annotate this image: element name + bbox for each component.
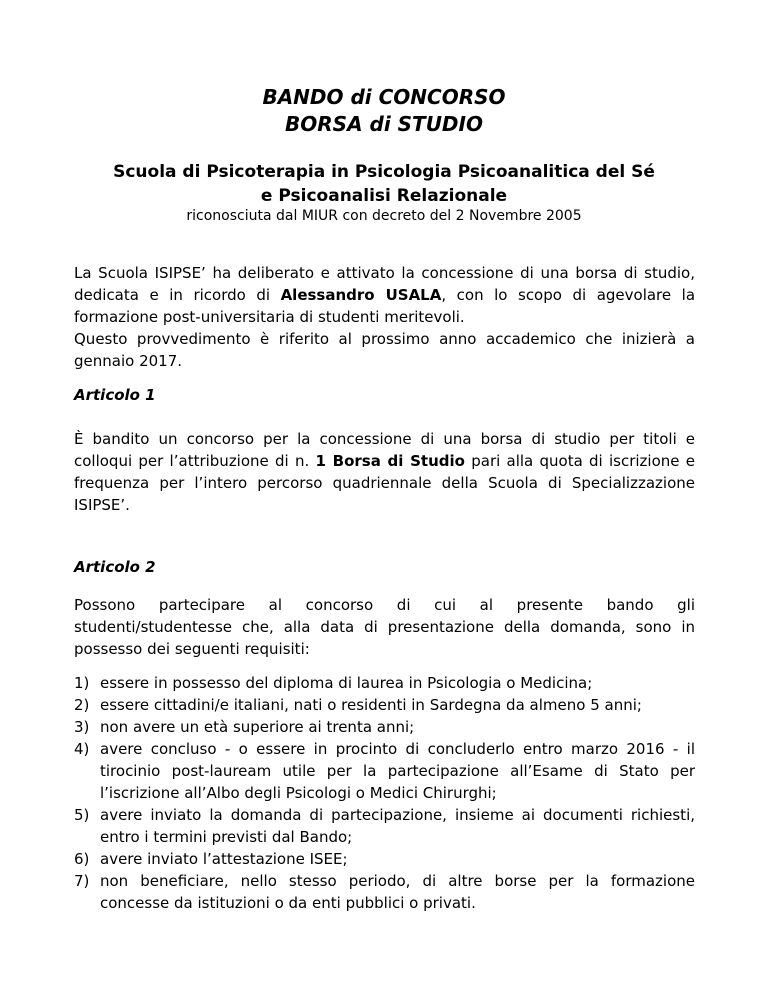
list-item-text: avere inviato la domanda di partecipazione, insieme ai documenti richiesti, entro i termini previsti dal Bando;: [100, 806, 695, 846]
title-line-2: BORSA di STUDIO: [285, 112, 483, 136]
recognition-subtitle: riconosciuta dal MIUR con decreto del 2 Novembre 2005: [186, 208, 582, 224]
list-item-number: 3): [74, 718, 90, 736]
intro-paragraph-2: Questo provvedimento è riferito al prossimo anno accademico che inizierà a gennaio 2017.: [74, 330, 695, 370]
list-item-text: avere inviato l’attestazione ISEE;: [100, 850, 348, 868]
article-2-heading: Articolo 2: [74, 558, 156, 576]
school-name: [90, 160, 678, 208]
list-item: [74, 694, 695, 716]
list-item-number: 7): [74, 872, 90, 890]
list-item-text: essere in possesso del diploma di laurea in Psicologia o Medicina;: [100, 674, 593, 692]
title-line-1: BANDO di CONCORSO: [262, 85, 506, 109]
honoree-name: Alessandro USALA: [280, 286, 442, 304]
article-1-text-2: pari alla quota di iscrizione e frequenza per l’intero percorso quadriennale della Scuola di Specializzazione ISIPSE’.: [74, 452, 695, 514]
scholarship-count: 1 Borsa di Studio: [315, 452, 465, 470]
title-block: [0, 84, 768, 138]
list-item: [74, 716, 695, 738]
list-item-text: avere concluso - o essere in procinto di concluderlo entro marzo 2016 - il tirocinio post-lauream utile per la partecipazione all’Esame di Stato per l’iscrizione all’Albo degli Psicologi o Medici Chirurghi;: [100, 740, 695, 802]
intro-paragraph: [74, 262, 695, 328]
list-item-number: 1): [74, 674, 90, 692]
list-item-text: non beneficiare, nello stesso periodo, di altre borse per la formazione concesse da istituzioni o da enti pubblici o privati.: [100, 872, 695, 912]
list-item: [74, 672, 695, 694]
list-item: [74, 848, 695, 870]
list-item-number: 5): [74, 806, 90, 824]
school-name-line-2: e Psicoanalisi Relazionale: [260, 186, 508, 206]
intro-text-1: La Scuola ISIPSE’ ha deliberato e attivato la concessione di una borsa di studio, dedicata e in ricordo di: [74, 264, 695, 304]
intro-text-2: , con lo scopo di agevolare la formazione post-universitaria di studenti meritevoli.: [74, 286, 696, 326]
list-item-number: 4): [74, 740, 90, 758]
list-item: [74, 870, 695, 914]
article-2-intro-rest: studenti/studentesse che, alla data di presentazione della domanda, sono in possesso dei seguenti requisiti:: [74, 618, 695, 658]
requirements-list: [74, 672, 695, 914]
list-item-text: essere cittadini/e italiani, nati o residenti in Sardegna da almeno 5 anni;: [100, 696, 642, 714]
list-item-number: 6): [74, 850, 90, 868]
article-1-heading: Articolo 1: [74, 386, 156, 404]
article-2-intro-line-1: Possono partecipare al concorso di cui al presente bando gli: [74, 596, 695, 614]
list-item-number: 2): [74, 696, 90, 714]
list-item: [74, 804, 695, 848]
school-name-line-1: Scuola di Psicoterapia in Psicologia Psicoanalitica del Sé: [113, 162, 655, 182]
list-item-text: non avere un età superiore ai trenta anni;: [100, 718, 415, 736]
article-1-text-1: È bandito un concorso per la concessione di una borsa di studio per titoli e colloqui per l’attribuzione di n.: [74, 430, 695, 470]
article-1-text: [74, 428, 695, 516]
list-item: [74, 738, 695, 804]
